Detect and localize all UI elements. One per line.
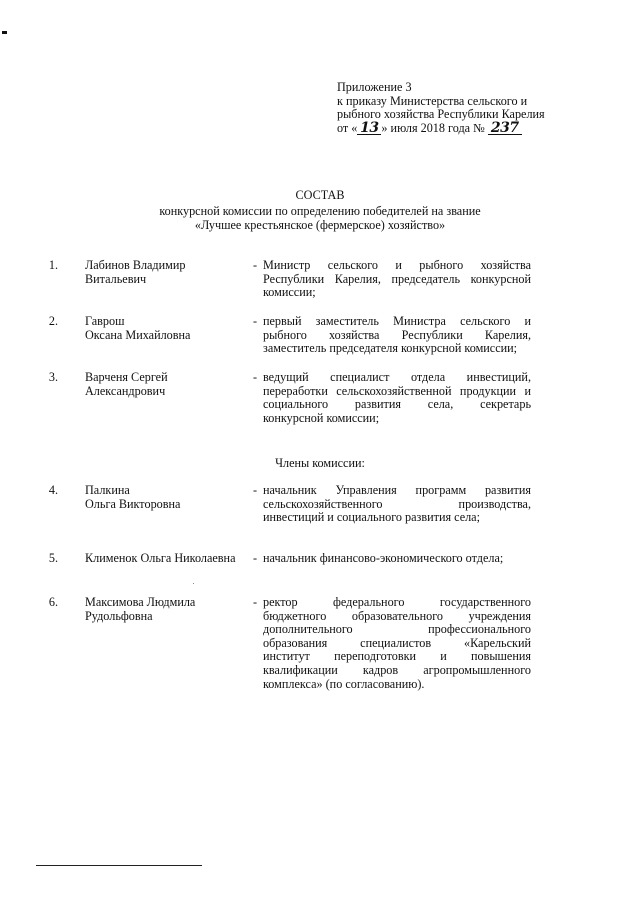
member-role <box>263 315 531 356</box>
member-name-line: Ольга Викторовна <box>85 496 181 511</box>
dash: - <box>253 483 258 497</box>
member-name <box>85 595 258 623</box>
member-number: 2. <box>48 314 58 328</box>
member-name-line: Рудольфовна <box>85 608 153 623</box>
member-name <box>85 314 258 342</box>
handwritten-day: 13 <box>357 122 381 135</box>
role-line: ректор федерального государственного <box>263 595 531 609</box>
role-line: ведущий специалист отдела инвестиций, <box>263 370 531 384</box>
member-number: 1. <box>48 258 58 272</box>
appendix-line-3: рыбного хозяйства Республики Карелия <box>337 107 545 122</box>
member-role <box>263 484 531 525</box>
appendix-header <box>337 81 637 135</box>
role-line: начальник Управления программ развития <box>263 483 531 497</box>
role-line: комиссии; <box>263 285 316 300</box>
member-name-line: Александрович <box>85 383 166 398</box>
footer-rule <box>36 865 202 866</box>
dash: - <box>253 551 258 565</box>
member-name-line: Клименок Ольга Николаевна <box>85 551 236 565</box>
member-number: 4. <box>48 483 58 497</box>
member-number: 6. <box>48 595 58 609</box>
member-name-line: Оксана Михайловна <box>85 327 191 342</box>
member-name <box>85 551 258 566</box>
dash: - <box>253 314 258 328</box>
dash: - <box>253 595 258 609</box>
member-name-line: Витальевич <box>85 271 147 286</box>
member-number: 3. <box>48 370 58 384</box>
role-line: квалификации кадров агропромышленного <box>263 662 531 677</box>
role-line: институт переподготовки и повышения <box>263 649 531 664</box>
member-role <box>263 371 531 425</box>
role-line: Республики Карелия, председатель конкурсной <box>263 271 531 286</box>
handwritten-order-number: 237 <box>488 122 522 135</box>
title-line-1: конкурсной комиссии по определению победителей на звание <box>159 204 481 218</box>
role-line: первый заместитель Министра сельского и <box>263 314 531 328</box>
scan-mark <box>2 31 7 34</box>
dash: - <box>253 258 258 272</box>
role-line: рыбного хозяйства Республики Карелия, <box>263 327 531 342</box>
role-line: сельскохозяйственного производства, <box>263 496 531 511</box>
members-heading: Члены комиссии: <box>275 456 365 470</box>
role-line: дополнительного профессионального <box>263 622 531 637</box>
date-prefix: от « <box>337 120 358 135</box>
member-name <box>85 258 258 286</box>
role-line: социального развития села, секретарь <box>263 397 531 412</box>
member-name <box>85 370 258 398</box>
appendix-date-line <box>337 119 637 136</box>
member-name-line: Палкина <box>85 483 130 497</box>
member-name-line: Максимова Людмила <box>85 595 196 609</box>
dash: - <box>253 370 258 384</box>
member-name <box>85 483 258 511</box>
role-line: образования специалистов «Карельский <box>263 635 531 650</box>
role-line: заместитель председателя конкурсной комиссии; <box>263 341 518 356</box>
role-line: начальник финансово-экономического отдела; <box>263 551 504 565</box>
appendix-line-1: Приложение 3 <box>337 80 412 94</box>
title-line-2: «Лучшее крестьянское (фермерское) хозяйство» <box>194 218 446 232</box>
date-suffix: » июля 2018 года № <box>381 120 485 135</box>
role-line: бюджетного образовательного учреждения <box>263 608 531 623</box>
member-name-line: Лабинов Владимир <box>85 258 186 272</box>
member-number: 5. <box>48 551 58 565</box>
role-line: Министр сельского и рыбного хозяйства <box>263 258 531 272</box>
member-role <box>263 552 531 566</box>
member-name-line: Гаврош <box>85 314 125 328</box>
scan-speck <box>193 583 194 584</box>
role-line: инвестиций и социального развития села; <box>263 510 480 525</box>
role-line: конкурсной комиссии; <box>263 410 380 425</box>
member-role <box>263 259 531 300</box>
member-name-line: Варченя Сергей <box>85 370 168 384</box>
document-heading: СОСТАВ <box>295 188 345 202</box>
role-line: переработки сельскохозяйственной продукции и <box>263 383 531 398</box>
member-role <box>263 596 531 691</box>
role-line: комплекса» (по согласованию). <box>263 676 425 691</box>
appendix-line-2: к приказу Министерства сельского и <box>337 93 528 108</box>
